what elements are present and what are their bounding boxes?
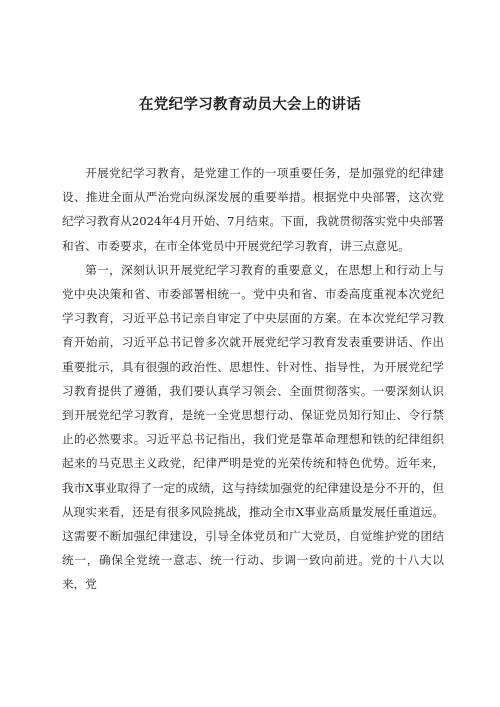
document-title: 在党纪学习教育动员大会上的讲话	[139, 97, 361, 113]
intro-paragraph: 开展党纪学习教育，是党建工作的一项重要任务，是加强党的纪律建设、推进全面从严治党向纵深发展的重要举措。根据党中央部署，这次党纪学习教育从2024年4月开始、7月结束。下面，我就贯彻落实党中央部署和省、市委要求，在市全体党员中开展党纪学习教育，讲三点意见。	[62, 166, 444, 253]
section-one-paragraph: 第一，深刻认识开展党纪学习教育的重要意义，在思想上和行动上与党中央决策和省、市委部署相统一。党中央和省、市委高度重视本次党纪学习教育，习近平总书记亲自审定了中央层面的方案。在本次党纪学习教育开始前，习近平总书记曾多次就开展党纪学习教育发表重要讲话、作出重要批示，具有很强的政治性、思想性、针对性、指导性，为开展党纪学习教育提供了遵循，我们要认真学习领会、全面贯彻落实。一要深刻认识到开展党纪学习教育，是统一全党思想行动、保证党员知行知止、令行禁止的必然要求。习近平总书记指出，我们党是靠革命理想和铁的纪律组织起来的马克思主义政党，纪律严明是党的光荣传统和特色优势。近年来，我市X事业取得了一定的成绩，这与持续加强党的纪律建设是分不开的，但从现实来看，还是有很多风险挑战，推动全市X事业高质量发展任重道远。这需要不断加强纪律建设，引导全体党员和广大党员，自觉维护党的团结统一，确保全党统一意志、统一行动、步调一致向前进。党的十八大以来，党	[62, 262, 444, 592]
document-body	[62, 161, 444, 597]
